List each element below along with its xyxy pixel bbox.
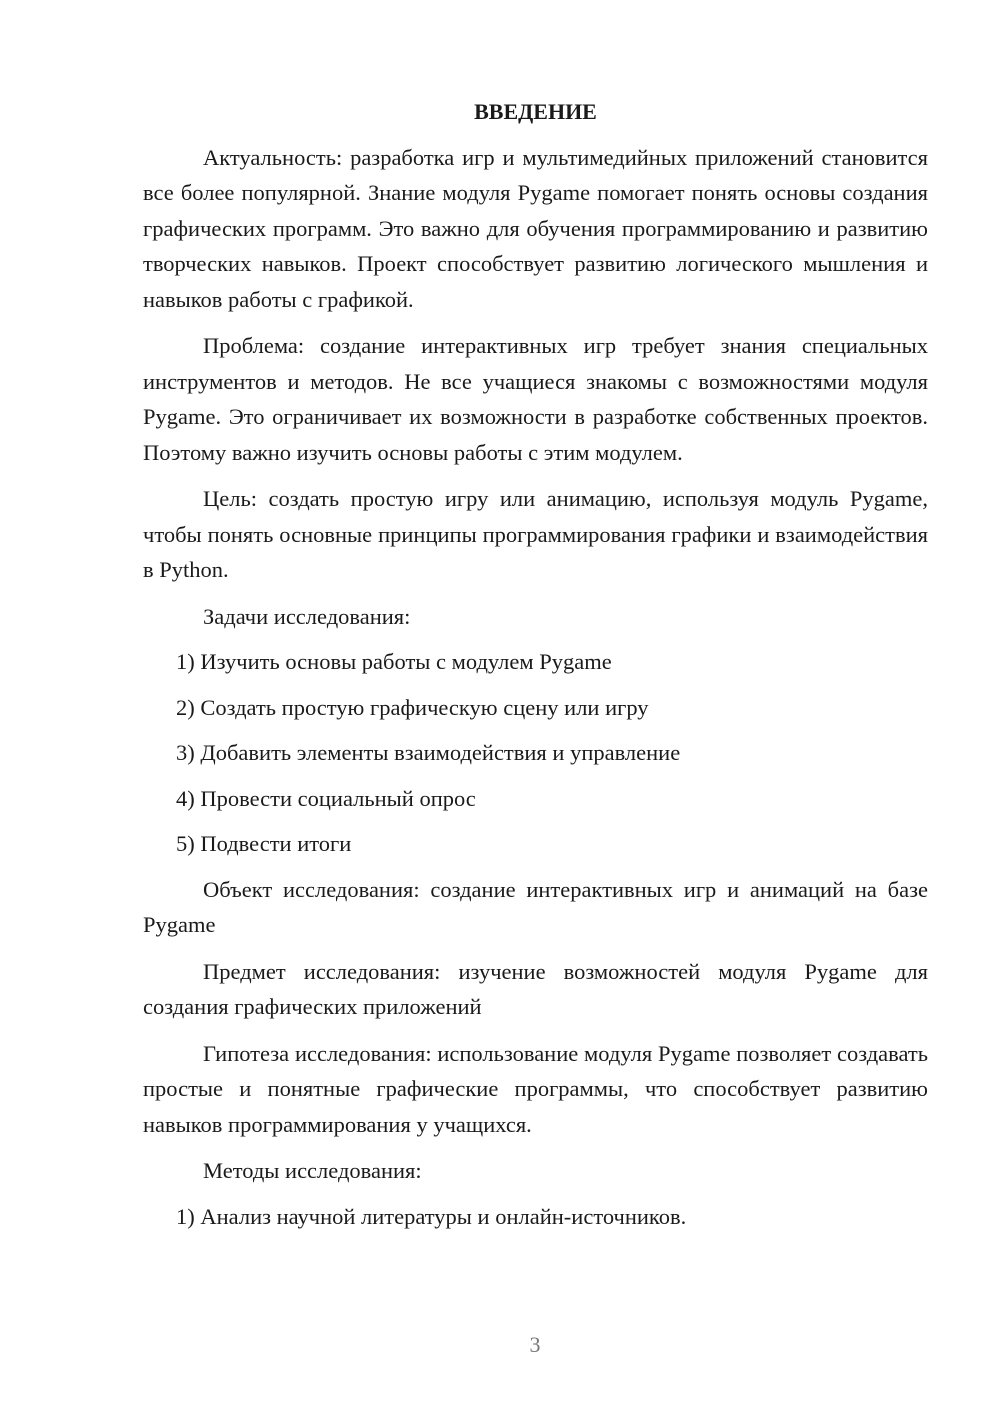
object-paragraph: Объект исследования: создание интерактивных игр и анимаций на базе Pygame — [143, 876, 928, 937]
page-title: ВВЕДЕНИЕ — [474, 99, 597, 124]
task-item: 4) Провести социальный опрос — [176, 785, 476, 811]
hypothesis-paragraph: Гипотеза исследования: использование модуля Pygame позволяет создавать простые и понятные графические программы, что способствует развитию навыков программирования у учащихся. — [143, 1040, 928, 1137]
tasks-heading: Задачи исследования: — [203, 603, 411, 629]
method-item: 1) Анализ научной литературы и онлайн-источников. — [176, 1203, 687, 1229]
task-item: 1) Изучить основы работы с модулем Pygame — [176, 649, 612, 674]
task-item: 5) Подвести итоги — [176, 831, 352, 856]
task-item: 2) Создать простую графическую сцену или игру — [176, 694, 649, 720]
methods-heading: Методы исследования: — [203, 1158, 422, 1183]
page-content — [143, 94, 928, 1244]
task-item: 3) Добавить элементы взаимодействия и управление — [176, 740, 681, 765]
problem-paragraph: Проблема: создание интерактивных игр требует знания специальных инструментов и методов. Не все учащиеся знакомы с возможностями модуля Pygame. Это ограничивает их возможности в разработке собственных проектов. Поэтому важно изучить основы работы с этим модулем. — [143, 333, 928, 465]
subject-paragraph: Предмет исследования: изучение возможностей модуля Pygame для создания графических приложений — [143, 958, 928, 1019]
relevance-paragraph: Актуальность: разработка игр и мультимедийных приложений становится все более популярной. Знание модуля Pygame помогает понять основы создания графических программ. Это важно для обучения программированию и развитию творческих навыков. Проект способствует развитию логического мышления и навыков работы с графикой. — [143, 144, 928, 312]
page-number: 3 — [529, 1332, 541, 1357]
goal-paragraph: Цель: создать простую игру или анимацию, используя модуль Pygame, чтобы понять основные принципы программирования графики и взаимодействия в Python. — [143, 486, 928, 582]
